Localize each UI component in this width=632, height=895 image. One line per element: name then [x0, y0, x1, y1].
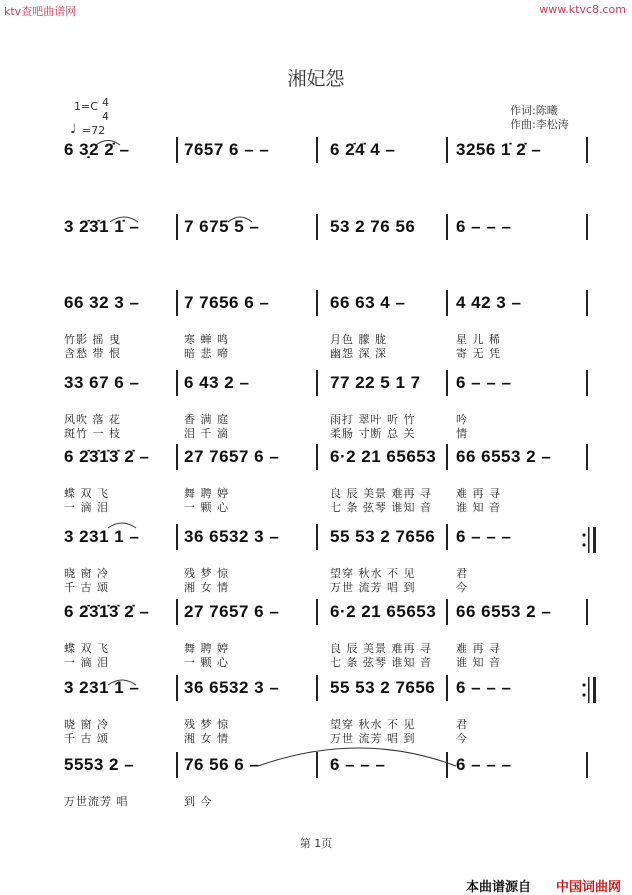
lyric-text: 含愁 带 恨	[64, 347, 121, 360]
lyric-text: 一 滴 泪	[64, 501, 109, 514]
lyric-text: 万世 流芳 唱 到	[330, 581, 416, 594]
lyric-text: 星 儿 稀	[456, 333, 501, 346]
measure-notes: 66 6553 2 –	[456, 447, 552, 466]
lyric-text: 风吹 落 花	[64, 413, 121, 426]
tempo-marking: =72	[82, 124, 106, 137]
footer-site-name: 中国词曲网	[556, 880, 622, 895]
lyric-text: 残 梦 惊	[184, 567, 229, 580]
lyric-text: 难 再 寻	[456, 487, 501, 500]
lyric-text: 晓 窗 冷	[64, 718, 109, 731]
composer-credit: 作曲:李松涛	[510, 118, 569, 131]
measure-notes: 55 53 2 7656	[330, 678, 436, 697]
measure-notes: 6 2̇3̇1̇3̇ 2̇ –	[64, 447, 150, 466]
lyric-text: 泪 千 滴	[184, 427, 229, 440]
lyric-text: 良 辰 美景 难再 寻	[330, 487, 432, 500]
lyric-text: 情	[456, 427, 468, 440]
lyric-text: 万世流芳 唱	[64, 795, 129, 808]
measure-notes: 6 43 2 –	[184, 373, 250, 392]
lyric-text: 香 满 庭	[184, 413, 229, 426]
lyric-text: 湘 女 情	[184, 732, 229, 745]
repeat-dot	[582, 693, 585, 696]
lyric-text: 吟	[456, 413, 468, 426]
measure-notes: 66 6553 2 –	[456, 602, 552, 621]
measure-notes: 66 63 4 –	[330, 293, 406, 312]
lyric-text: 月色 朦 胧	[330, 333, 387, 346]
lyric-text: 柔肠 寸断 总 关	[330, 427, 416, 440]
measure-notes: 7 675 5 –	[184, 217, 260, 236]
lyric-text: 望穿 秋水 不 见	[330, 718, 416, 731]
lyric-text: 雨打 翠叶 听 竹	[330, 413, 416, 426]
lyric-text: 蝶 双 飞	[64, 642, 109, 655]
measure-notes: 6 2̇3̇1̇3̇ 2̇ –	[64, 602, 150, 621]
measure-notes: 6·2 21 65653	[330, 602, 437, 621]
measure-notes: 76 56 6 –	[184, 755, 260, 774]
measure-notes: 6 – – –	[456, 678, 512, 697]
footer-source-label: 本曲谱源自	[466, 880, 532, 895]
lyric-text: 暗 悲 啼	[184, 347, 229, 360]
measure-notes: 6·2 21 65653	[330, 447, 437, 466]
measure-notes: 6 – – –	[330, 755, 386, 774]
measure-notes: 6 2̇4̇ 4 –	[330, 140, 396, 159]
lyric-text: 竹影 摇 曳	[64, 333, 121, 346]
lyric-text: 一 颗 心	[184, 501, 229, 514]
repeat-bar-thin	[588, 677, 590, 703]
slur	[96, 141, 120, 146]
site-watermark-left: ktv查吧曲谱网	[4, 5, 77, 18]
key-signature: 1=C	[74, 100, 98, 113]
repeat-dot	[582, 533, 585, 536]
measure-notes: 55 53 2 7656	[330, 527, 436, 546]
lyric-text: 七 条 弦琴 谁知 音	[330, 656, 432, 669]
time-signature-bottom: 4	[102, 110, 109, 123]
measure-notes: 27 7657 6 –	[184, 602, 280, 621]
measure-notes: 6 3̣2 2̇ –	[64, 140, 130, 159]
page-number: 第 1页	[299, 837, 333, 850]
measure-notes: 36 6532 3 –	[184, 678, 280, 697]
measure-notes: 6 – – –	[456, 217, 512, 236]
lyric-text: 谁 知 音	[456, 656, 501, 669]
slur	[108, 680, 136, 685]
measure-notes: 33 67 6 –	[64, 373, 140, 392]
lyric-text: 一 滴 泪	[64, 656, 109, 669]
lyric-text: 千 古 颂	[64, 732, 109, 745]
measure-notes: 53 2 76 56	[330, 217, 416, 236]
lyric-text: 千 古 颂	[64, 581, 109, 594]
measure-notes: 77 22 5 1 7	[330, 373, 421, 392]
measure-notes: 7657 6 – –	[184, 140, 270, 159]
slur	[108, 523, 136, 528]
lyric-text: 望穿 秋水 不 见	[330, 567, 416, 580]
quarter-note-icon: ♩	[70, 122, 77, 137]
site-watermark-right: www.ktvc8.com	[539, 3, 626, 16]
measure-notes: 3 231 1 –	[64, 527, 140, 546]
lyric-text: 今	[456, 581, 468, 594]
lyric-text: 寄 无 凭	[456, 347, 501, 360]
lyric-text: 万世 流芳 唱 到	[330, 732, 416, 745]
repeat-dot	[582, 683, 585, 686]
tie	[258, 748, 456, 766]
lyric-text: 晓 窗 冷	[64, 567, 109, 580]
repeat-bar-thin	[588, 527, 590, 553]
lyric-text: 幽怨 深 深	[330, 347, 387, 360]
lyric-text: 良 辰 美景 难再 寻	[330, 642, 432, 655]
lyric-text: 到 今	[184, 795, 213, 808]
measure-notes: 7 7656 6 –	[184, 293, 270, 312]
measure-notes: 3 2̇3̇1 1̇ –	[64, 217, 140, 236]
measure-notes: 3 231 1 –	[64, 678, 140, 697]
measure-notes: 5553 2 –	[64, 755, 135, 774]
lyric-text: 君	[456, 718, 468, 731]
lyric-text: 谁 知 音	[456, 501, 501, 514]
measure-notes: 27 7657 6 –	[184, 447, 280, 466]
slur	[110, 217, 138, 222]
lyric-text: 一 颗 心	[184, 656, 229, 669]
lyric-text: 七 条 弦琴 谁知 音	[330, 501, 432, 514]
lyric-text: 难 再 寻	[456, 642, 501, 655]
measure-notes: 6 – – –	[456, 755, 512, 774]
measure-notes: 6 – – –	[456, 373, 512, 392]
repeat-dot	[582, 543, 585, 546]
repeat-bar-thick	[593, 677, 596, 703]
measure-notes: 66 32 3 –	[64, 293, 140, 312]
lyric-text: 斑竹 一 枝	[64, 427, 121, 440]
measure-notes: 3256 1̇ 2̇ –	[456, 140, 542, 159]
lyric-text: 残 梦 惊	[184, 718, 229, 731]
lyric-text: 蝶 双 飞	[64, 487, 109, 500]
lyric-text: 舞 聘 婷	[184, 487, 229, 500]
measure-notes: 4 42 3 –	[456, 293, 522, 312]
lyric-text: 今	[456, 732, 468, 745]
time-signature-top: 4	[102, 96, 109, 109]
slur	[228, 217, 252, 222]
lyricist-credit: 作词:陈曦	[510, 104, 558, 117]
measure-notes: 6 – – –	[456, 527, 512, 546]
lyric-text: 寒 蝉 鸣	[184, 333, 229, 346]
lyric-text: 湘 女 情	[184, 581, 229, 594]
lyric-text: 舞 聘 婷	[184, 642, 229, 655]
repeat-bar-thick	[593, 527, 596, 553]
measure-notes: 36 6532 3 –	[184, 527, 280, 546]
lyric-text: 君	[456, 567, 468, 580]
score-title: 湘妃怨	[287, 68, 345, 90]
